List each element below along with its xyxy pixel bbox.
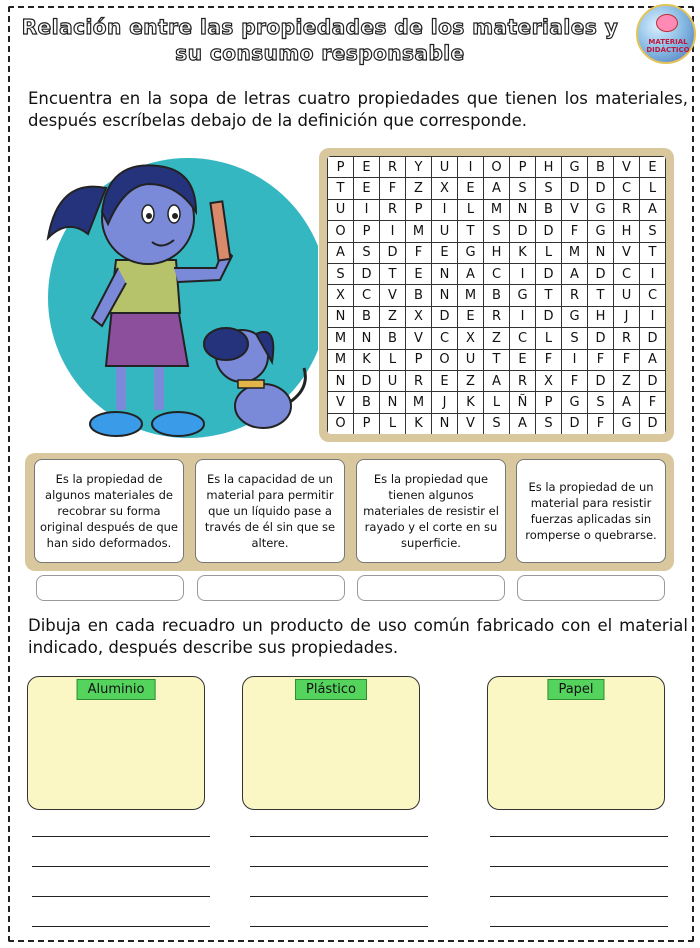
word-search-cell[interactable]: B [354,306,380,327]
word-search-cell[interactable]: R [484,306,510,327]
material-label: Aluminio [77,679,156,700]
word-search-cell[interactable]: N [432,285,458,306]
word-search-cell[interactable]: P [406,199,432,220]
word-search-cell[interactable]: S [640,221,666,242]
instruction-wordsearch: Encuentra en la sopa de letras cuatro propiedades que tienen los materiales, después escríbelas debajo de la definición que corresponde. [28,89,688,130]
word-search-cell[interactable]: S [562,328,588,349]
word-search-cell[interactable]: C [614,263,640,284]
word-search-cell[interactable]: M [328,349,354,370]
word-search-cell[interactable]: Y [406,157,432,178]
word-search-cell[interactable]: P [354,221,380,242]
word-search-cell[interactable]: T [380,263,406,284]
word-search-cell[interactable]: I [640,306,666,327]
word-search-cell[interactable]: F [562,221,588,242]
word-search-cell[interactable]: D [536,306,562,327]
word-search-cell[interactable]: O [432,349,458,370]
word-search-cell[interactable]: U [432,221,458,242]
word-search-cell[interactable]: D [536,263,562,284]
word-search-cell[interactable]: L [380,349,406,370]
word-search-cell[interactable]: E [458,178,484,199]
word-search-row [328,349,666,370]
word-search-cell[interactable]: E [406,263,432,284]
word-search-cell[interactable]: N [380,392,406,413]
word-search-cell[interactable]: S [484,221,510,242]
word-search-cell[interactable]: T [536,285,562,306]
definition-text: Es la capacidad de un material para permitir que un líquido pase a través de él sin que se altere. [204,472,336,550]
word-search-cell[interactable]: N [588,242,614,263]
logo-text: MATERIAL DIDÁCTICO [646,38,690,54]
word-search-cell[interactable]: D [588,263,614,284]
word-search-cell[interactable]: H [614,221,640,242]
word-search-cell[interactable]: N [432,413,458,434]
word-search-cell[interactable]: F [380,178,406,199]
word-search-cell[interactable]: F [614,349,640,370]
page-title [20,14,620,66]
title-line-2: su consumo responsable [175,41,465,65]
word-search-cell[interactable]: G [510,285,536,306]
word-search-cell[interactable]: M [484,199,510,220]
word-search-cell[interactable]: B [536,199,562,220]
word-search-cell[interactable]: U [614,285,640,306]
word-search-cell[interactable]: P [510,157,536,178]
word-search-cell[interactable]: M [406,221,432,242]
definition-card [34,459,184,563]
word-search-cell[interactable]: J [614,306,640,327]
word-search-cell[interactable]: E [510,349,536,370]
word-search-cell[interactable]: B [484,285,510,306]
girl-and-dog-illustration [28,148,318,448]
word-search-cell[interactable]: D [640,328,666,349]
drawing-box-plastico[interactable] [242,676,420,810]
word-search-cell[interactable]: P [328,157,354,178]
word-search-cell[interactable]: K [458,392,484,413]
word-search-cell[interactable]: M [406,392,432,413]
word-search-cell[interactable]: M [458,285,484,306]
word-search-cell[interactable]: D [536,221,562,242]
word-search-cell[interactable]: I [354,199,380,220]
definitions-panel [25,453,674,571]
word-search-cell[interactable]: I [640,263,666,284]
word-search-cell[interactable]: I [432,199,458,220]
word-search-cell[interactable]: V [328,392,354,413]
word-search-cell[interactable]: S [328,263,354,284]
word-search-cell[interactable]: M [328,328,354,349]
word-search-cell[interactable]: F [536,349,562,370]
word-search-cell[interactable]: C [354,285,380,306]
word-search-cell[interactable]: G [588,199,614,220]
word-search-cell[interactable]: Z [380,306,406,327]
word-search-row [328,263,666,284]
word-search-cell[interactable]: V [458,413,484,434]
word-search-cell[interactable]: P [406,349,432,370]
word-search-row [328,242,666,263]
word-search-cell[interactable]: C [510,328,536,349]
word-search-cell[interactable]: G [562,157,588,178]
word-search-cell[interactable]: S [536,178,562,199]
word-search-cell[interactable]: I [510,263,536,284]
word-search-cell[interactable]: D [640,370,666,391]
word-search-cell[interactable]: T [328,178,354,199]
word-search-row [328,370,666,391]
word-search-cell[interactable]: R [562,285,588,306]
word-search-cell[interactable]: T [588,285,614,306]
logo-character-icon [656,14,678,32]
word-search-cell[interactable]: G [588,221,614,242]
word-search-cell[interactable]: L [536,242,562,263]
word-search-cell[interactable]: A [328,242,354,263]
word-search-row [328,199,666,220]
word-search-cell[interactable]: A [484,370,510,391]
answer-field[interactable] [517,575,665,601]
answer-field[interactable] [197,575,345,601]
definition-card [195,459,345,563]
word-search-cell[interactable]: B [380,328,406,349]
word-search-cell[interactable]: L [458,199,484,220]
word-search-cell[interactable]: E [640,157,666,178]
word-search-cell[interactable]: A [458,263,484,284]
word-search-cell[interactable]: B [406,285,432,306]
word-search-cell[interactable]: I [380,221,406,242]
word-search-cell[interactable]: T [484,349,510,370]
word-search-row [328,413,666,434]
definition-text: Es la propiedad que tienen algunos materiales de resistir el rayado y el corte en su superficie. [363,472,499,550]
word-search-cell[interactable]: X [432,178,458,199]
word-search-cell[interactable]: V [380,285,406,306]
word-search-grid [327,156,666,434]
word-search-cell[interactable]: R [380,199,406,220]
word-search-cell[interactable]: U [432,157,458,178]
word-search-cell[interactable]: M [562,242,588,263]
word-search-cell[interactable]: K [510,242,536,263]
word-search-cell[interactable]: V [406,328,432,349]
word-search-row [328,157,666,178]
definition-text: Es la propiedad de algunos materiales de recobrar su forma original después de que han sido deformados. [39,472,178,550]
word-search-cell[interactable]: G [614,413,640,434]
word-search-cell[interactable]: I [458,157,484,178]
definition-text: Es la propiedad de un material para resistir fuerzas aplicadas sin romperse o quebrarse. [525,480,657,542]
word-search-cell[interactable]: U [380,370,406,391]
word-search-cell[interactable]: H [536,157,562,178]
word-search-cell[interactable]: K [406,413,432,434]
word-search-cell[interactable]: N [328,306,354,327]
word-search-cell[interactable]: X [328,285,354,306]
word-search-cell[interactable]: B [588,157,614,178]
word-search-cell[interactable]: D [562,413,588,434]
word-search-cell[interactable]: F [640,392,666,413]
word-search-cell[interactable]: D [510,221,536,242]
word-search-cell[interactable]: N [328,370,354,391]
instruction-drawing: Dibuja en cada recuadro un producto de uso común fabricado con el material indicado, después describe sus propiedades. [28,616,688,657]
word-search-cell[interactable]: R [406,370,432,391]
word-search-cell[interactable]: V [614,157,640,178]
word-search-cell[interactable]: R [510,370,536,391]
word-search-cell[interactable]: G [458,242,484,263]
word-search-row [328,392,666,413]
word-search-cell[interactable]: F [562,370,588,391]
word-search-cell[interactable]: X [536,370,562,391]
word-search-cell[interactable]: A [640,199,666,220]
material-label: Papel [547,679,604,700]
word-search-cell[interactable]: D [640,413,666,434]
word-search-cell[interactable]: E [354,157,380,178]
word-search-cell[interactable]: A [484,178,510,199]
word-search-cell[interactable]: E [458,306,484,327]
word-search-cell[interactable]: D [562,178,588,199]
word-search-cell[interactable]: N [432,263,458,284]
definition-card [516,459,666,563]
word-search-cell[interactable]: D [354,263,380,284]
word-search-cell[interactable]: U [458,349,484,370]
word-search-cell[interactable]: V [562,199,588,220]
word-search-cell[interactable]: K [354,349,380,370]
drawing-box-aluminio[interactable] [27,676,205,810]
definition-card [356,459,506,563]
word-search-cell[interactable]: A [640,349,666,370]
word-search-row [328,328,666,349]
word-search-cell[interactable]: L [380,413,406,434]
word-search-cell[interactable]: P [536,392,562,413]
material-label: Plástico [295,679,367,700]
word-search-cell[interactable]: O [328,221,354,242]
word-search-cell[interactable]: L [640,178,666,199]
word-search-cell[interactable]: O [484,157,510,178]
word-search-cell[interactable]: C [484,263,510,284]
word-search-cell[interactable]: R [380,157,406,178]
word-search-cell[interactable]: Z [484,328,510,349]
word-search-cell[interactable]: Ñ [510,392,536,413]
word-search-cell[interactable]: U [328,199,354,220]
word-search-cell[interactable]: D [588,178,614,199]
word-search-cell[interactable]: A [562,263,588,284]
word-search-cell[interactable]: S [588,392,614,413]
word-search-cell[interactable]: D [354,370,380,391]
word-search-cell[interactable]: Z [458,370,484,391]
word-search-cell[interactable]: C [614,178,640,199]
word-search-cell[interactable]: I [562,349,588,370]
word-search-cell[interactable]: N [354,328,380,349]
word-search-cell[interactable]: S [354,242,380,263]
word-search-cell[interactable]: H [484,242,510,263]
word-search-cell[interactable]: J [432,392,458,413]
word-search-cell[interactable]: E [432,242,458,263]
word-search-cell[interactable]: Z [614,370,640,391]
word-search-cell[interactable]: D [380,242,406,263]
word-search-cell[interactable]: F [406,242,432,263]
word-search-cell[interactable]: R [614,328,640,349]
word-search-puzzle [319,148,674,442]
word-search-cell[interactable]: L [536,328,562,349]
word-search-row [328,221,666,242]
word-search-cell[interactable]: R [614,199,640,220]
word-search-cell[interactable]: F [588,413,614,434]
word-search-cell[interactable]: N [510,199,536,220]
word-search-cell[interactable]: C [640,285,666,306]
title-line-1: Relación entre las propiedades de los materiales y [21,15,619,39]
word-search-cell[interactable]: E [354,178,380,199]
word-search-row [328,285,666,306]
word-search-cell[interactable]: L [484,392,510,413]
word-search-cell[interactable]: T [640,242,666,263]
word-search-cell[interactable]: G [562,392,588,413]
word-search-cell[interactable]: F [588,349,614,370]
word-search-row [328,178,666,199]
word-search-cell[interactable]: O [328,413,354,434]
word-search-cell[interactable]: T [458,221,484,242]
word-search-cell[interactable]: D [588,370,614,391]
answer-field[interactable] [36,575,184,601]
word-search-cell[interactable]: G [562,306,588,327]
answer-field[interactable] [357,575,505,601]
astronaut-logo-icon [636,4,696,64]
word-search-cell[interactable]: P [354,413,380,434]
word-search-cell[interactable]: Z [406,178,432,199]
word-search-cell[interactable]: S [510,178,536,199]
word-search-cell[interactable]: X [406,306,432,327]
word-search-cell[interactable]: I [510,306,536,327]
word-search-cell[interactable]: D [588,328,614,349]
word-search-cell[interactable]: D [432,306,458,327]
word-search-cell[interactable]: V [614,242,640,263]
word-search-cell[interactable]: C [432,328,458,349]
word-search-cell[interactable]: A [614,392,640,413]
word-search-cell[interactable]: B [354,392,380,413]
word-search-cell[interactable]: H [588,306,614,327]
word-search-row [328,306,666,327]
word-search-cell[interactable]: A [510,413,536,434]
word-search-cell[interactable]: S [484,413,510,434]
word-search-cell[interactable]: S [536,413,562,434]
drawing-box-papel[interactable] [487,676,665,810]
word-search-cell[interactable]: X [458,328,484,349]
word-search-cell[interactable]: E [432,370,458,391]
